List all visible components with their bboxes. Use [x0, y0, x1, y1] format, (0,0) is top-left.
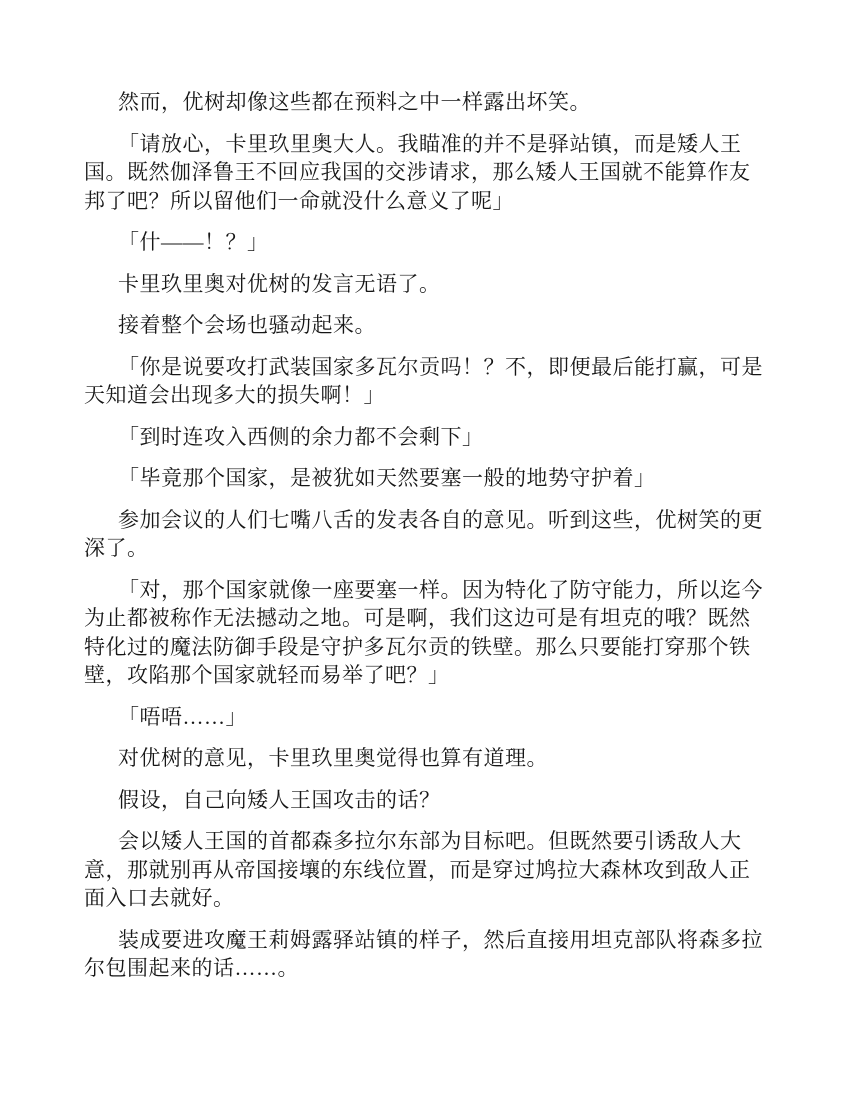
paragraph: 接着整个会场也骚动起来。 [118, 313, 376, 337]
paragraph: 装成要进攻魔王莉姆露驿站镇的样子，然后直接用坦克部队将森多拉尔包围起来的话……。 [84, 927, 763, 980]
paragraph: 「什——！？」 [118, 230, 269, 254]
paragraph: 会以矮人王国的首都森多拉尔东部为目标吧。但既然要引诱敌人大意，那就别再从帝国接壤的东线位置，而是穿过鸠拉大森林攻到敌人正面入口去就好。 [84, 829, 751, 910]
paragraph: 参加会议的人们七嘴八舌的发表各自的意见。听到这些，优树笑的更深了。 [84, 507, 763, 560]
paragraph: 卡里玖里奥对优树的发言无语了。 [118, 271, 441, 296]
paragraph-list [84, 88, 765, 996]
paragraph: 对优树的意见，卡里玖里奥觉得也算有道理。 [118, 746, 548, 770]
paragraph: 假设，自己向矮人王国攻击的话？ [118, 787, 441, 812]
paragraph: 「唔唔……」 [118, 704, 247, 729]
paragraph: 「你是说要攻打武装国家多瓦尔贡吗！？不，即便最后能打赢，可是天知道会出现多大的损失啊！」 [84, 354, 763, 407]
paragraph: 「请放心，卡里玖里奥大人。我瞄准的并不是驿站镇，而是矮人王国。既然伽泽鲁王不回应我国的交涉请求，那么矮人王国就不能算作友邦了吧？所以留他们一命就没什么意义了呢」 [84, 131, 751, 213]
paragraph: 然而，优树却像这些都在预料之中一样露出坏笑。 [118, 90, 591, 114]
paragraph: 「毕竟那个国家，是被犹如天然要塞一般的地势守护着」 [118, 466, 656, 490]
paragraph: 「对，那个国家就像一座要塞一样。因为特化了防守能力，所以迄今为止都被称作无法撼动之地。可是啊，我们这边可是有坦克的哦？既然特化过的魔法防御手段是守护多瓦尔贡的铁壁。那么只要能打穿那个铁壁，攻陷那个国家就轻而易举了吧？」 [84, 577, 763, 687]
paragraph: 「到时连攻入西侧的余力都不会剩下」 [118, 424, 484, 449]
